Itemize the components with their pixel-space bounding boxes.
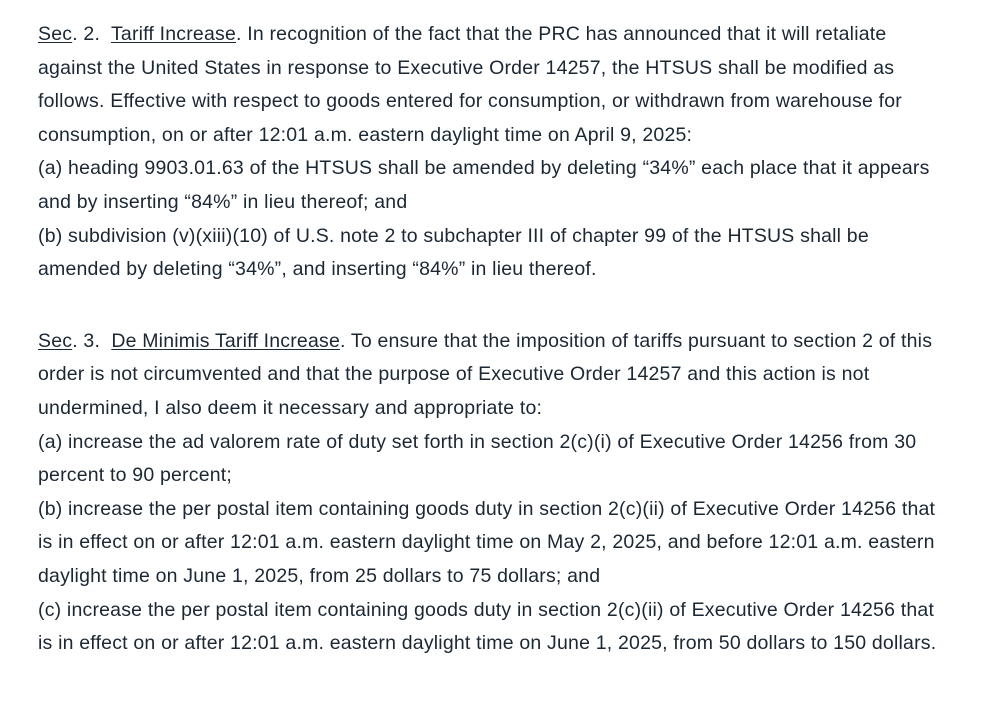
section-3-number-separator: . <box>72 329 84 352</box>
section-3-item-b: (b) increase the per postal item containing goods duty in section 2(c)(ii) of Executive Order 14256 that is in effect on or after 12:01 a.m. eastern daylight time on May 2, 2025, and before 12:01 a.m. eastern daylight time on June 1, 2025, from 25 dollars to 75 dollars; and <box>38 497 936 587</box>
section-3-intro-paragraph <box>38 325 943 426</box>
section-spacer <box>38 313 943 325</box>
section-3-intro-text: . To ensure that the imposition of tariffs pursuant to section 2 of this order is not circumvented and that the purpose of Executive Order 14257 and this action is not undermined, I also deem it necessary and appropriate to: <box>38 329 933 419</box>
section-2-intro-text: . In recognition of the fact that the PRC has announced that it will retaliate against the United States in response to Executive Order 14257, the HTSUS shall be modified as follows. Effective with respect to goods entered for consumption, or withdrawn from warehouse for consumption, on or after 12:01 a.m. eastern daylight time on April 9, 2025: <box>38 23 902 146</box>
section-3-number: 3. <box>83 329 101 352</box>
section-2-title-separator <box>100 23 111 45</box>
section-2 <box>38 18 943 287</box>
section-2-number: 2. <box>83 23 101 45</box>
section-3-label: Sec <box>38 329 73 352</box>
section-2-item-b: (b) subdivision (v)(xiii)(10) of U.S. note 2 to subchapter III of chapter 99 of the HTSUS shall be amended by deleting “34%”, and inserting “84%” in lieu thereof. <box>38 224 869 281</box>
section-3-title-separator <box>100 330 111 352</box>
section-3-item-c: (c) increase the per postal item containing goods duty in section 2(c)(ii) of Executive Order 14256 that is in effect on or after 12:01 a.m. eastern daylight time on June 1, 2025, from 50 dollars to 150 dollars. <box>38 598 937 655</box>
section-2-number-separator: . <box>72 23 84 45</box>
section-2-title: Tariff Increase <box>110 23 236 45</box>
section-2-item-a: (a) heading 9903.01.63 of the HTSUS shall be amended by deleting “34%” each place that it appears and by inserting “84%” in lieu thereof; and <box>38 157 930 213</box>
section-2-label: Sec <box>38 23 73 45</box>
section-2-intro-paragraph <box>38 18 943 152</box>
section-3-title: De Minimis Tariff Increase <box>111 329 340 352</box>
section-3 <box>38 325 943 661</box>
section-3-item-a: (a) increase the ad valorem rate of duty set forth in section 2(c)(i) of Executive Order 14256 from 30 percent to 90 percent; <box>38 430 917 487</box>
